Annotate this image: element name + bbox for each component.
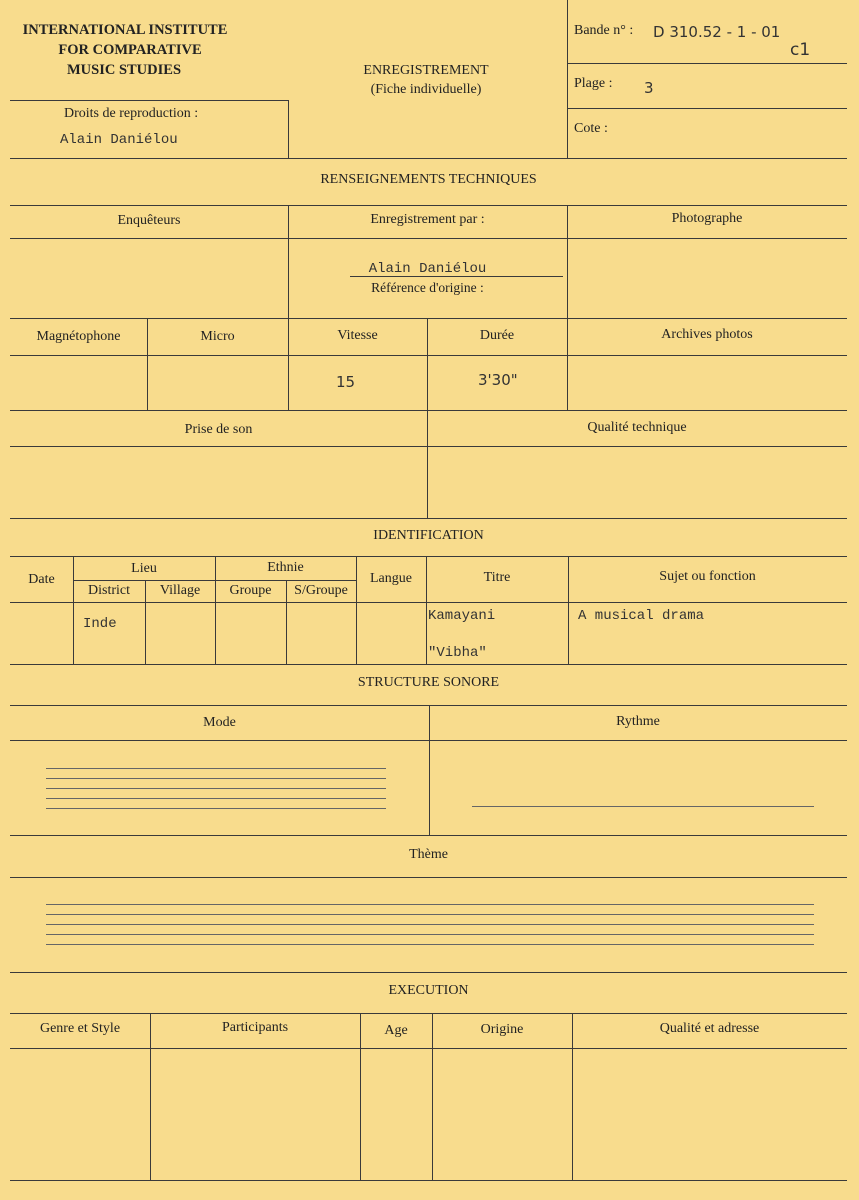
magnetophone-label: Magnétophone	[36, 329, 121, 344]
ethnie-label: Ethnie	[267, 560, 304, 575]
rights-label: Droits de reproduction :	[64, 106, 199, 121]
district-value: Inde	[83, 616, 117, 632]
theme-label: Thème	[409, 847, 448, 862]
origine-label: Origine	[480, 1022, 524, 1037]
doc-subtitle: (Fiche individuelle)	[370, 82, 482, 97]
participants-label: Participants	[221, 1020, 289, 1035]
cote-label: Cote :	[574, 121, 608, 136]
bande-label: Bande n° :	[574, 23, 634, 38]
archives-photos-label: Archives photos	[661, 327, 753, 342]
langue-label: Langue	[370, 571, 412, 586]
titre-value-1: Kamayani	[428, 608, 496, 624]
duree-label: Durée	[479, 328, 515, 343]
reference-label: Référence d'origine :	[371, 280, 484, 295]
doc-title: ENREGISTREMENT	[363, 63, 489, 78]
institute-name-line-2: FOR COMPARATIVE	[58, 42, 202, 58]
village-label: Village	[159, 583, 201, 598]
enqueteurs-label: Enquêteurs	[117, 213, 181, 228]
micro-label: Micro	[200, 329, 235, 344]
section-technique: RENSEIGNEMENTS TECHNIQUES	[320, 172, 537, 187]
sgroupe-label: S/Groupe	[294, 583, 348, 598]
section-structure: STRUCTURE SONORE	[357, 675, 500, 690]
sujet-value: A musical drama	[578, 608, 705, 624]
section-identification: IDENTIFICATION	[373, 528, 484, 543]
qualite-technique-label: Qualité technique	[587, 420, 687, 435]
lieu-label: Lieu	[131, 561, 157, 576]
bande-extra: c1	[790, 40, 811, 60]
rights-value: Alain Daniélou	[60, 132, 178, 148]
age-label: Age	[384, 1023, 408, 1038]
vitesse-label: Vitesse	[337, 328, 378, 343]
institute-name-line-3: MUSIC STUDIES	[66, 62, 182, 78]
plage-value: 3	[644, 79, 654, 97]
bande-value: D 310.52 - 1 - 01	[653, 23, 781, 41]
mode-label: Mode	[203, 715, 236, 730]
duree-value: 3'30"	[478, 371, 518, 389]
institute-name-line-1: INTERNATIONAL INSTITUTE	[22, 22, 228, 38]
rythme-label: Rythme	[616, 714, 660, 729]
groupe-label: Groupe	[229, 583, 272, 598]
enregistrement-label: Enregistrement par :	[370, 212, 485, 227]
prise-de-son-label: Prise de son	[184, 422, 253, 437]
enregistrement-value: Alain Daniélou	[368, 261, 487, 277]
genre-style-label: Genre et Style	[39, 1021, 121, 1036]
plage-label: Plage :	[574, 76, 613, 91]
section-execution: EXECUTION	[388, 983, 469, 998]
photographe-label: Photographe	[671, 211, 743, 226]
titre-label: Titre	[483, 570, 511, 585]
vitesse-value: 15	[336, 373, 356, 391]
titre-value-2: "Vibha"	[428, 645, 487, 661]
sujet-label: Sujet ou fonction	[659, 569, 756, 584]
date-label: Date	[28, 572, 55, 587]
qualite-adresse-label: Qualité et adresse	[659, 1021, 760, 1036]
district-label: District	[88, 583, 130, 598]
